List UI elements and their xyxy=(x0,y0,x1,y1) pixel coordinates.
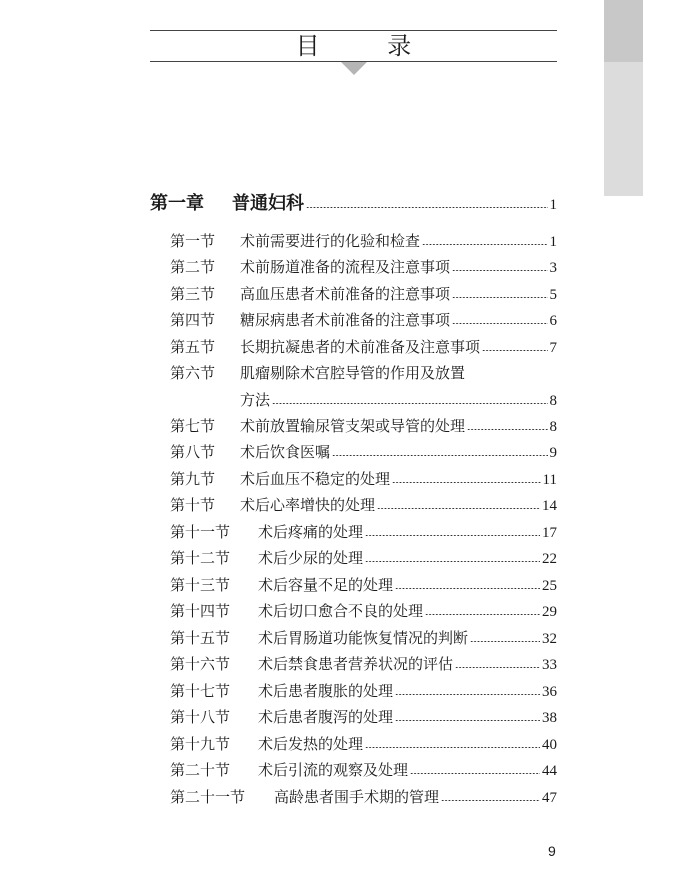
toc-section-entry[interactable] xyxy=(170,760,557,781)
chapter-page: 1 xyxy=(549,197,557,213)
section-title: 术后发热的处理 xyxy=(258,735,364,753)
toc-section-entry[interactable] xyxy=(170,548,557,569)
title-notch-triangle xyxy=(341,62,367,75)
toc-section-entry[interactable] xyxy=(170,495,557,516)
toc-chapter-entry[interactable] xyxy=(150,194,557,215)
chapter-title: 普通妇科 xyxy=(232,193,304,214)
section-title: 术后心率增快的处理 xyxy=(240,496,376,514)
leader-dots xyxy=(422,244,547,245)
section-title: 糖尿病患者术前准备的注意事项 xyxy=(240,311,451,329)
section-number: 第八节 xyxy=(170,443,216,461)
section-title: 长期抗凝患者的术前准备及注意事项 xyxy=(240,338,481,356)
leader-dots xyxy=(365,561,540,562)
toc-section-entry[interactable] xyxy=(170,522,557,543)
leader-dots xyxy=(482,350,547,351)
leader-dots xyxy=(441,800,540,801)
toc-section-entry[interactable] xyxy=(170,575,557,596)
section-title: 术后少尿的处理 xyxy=(258,549,364,567)
section-number: 第一节 xyxy=(170,232,216,250)
toc-section-entry-continuation[interactable] xyxy=(240,390,557,411)
section-page: 8 xyxy=(549,419,557,435)
section-title: 术后胃肠道功能恢复情况的判断 xyxy=(258,629,469,647)
section-page: 1 xyxy=(549,234,557,250)
section-page: 36 xyxy=(542,684,557,700)
toc-section-entry[interactable] xyxy=(170,707,557,728)
section-title: 术后容量不足的处理 xyxy=(258,576,394,594)
section-number: 第二十一节 xyxy=(170,788,246,806)
section-number: 第二节 xyxy=(170,258,216,276)
section-title: 术后引流的观察及处理 xyxy=(258,761,409,779)
section-page: 17 xyxy=(542,525,557,541)
section-title: 术后禁食患者营养状况的评估 xyxy=(258,655,454,673)
section-page: 6 xyxy=(549,313,557,329)
section-number: 第十五节 xyxy=(170,629,231,647)
leader-dots xyxy=(392,482,541,483)
section-title: 术前需要进行的化验和检查 xyxy=(240,232,421,250)
leader-dots xyxy=(332,455,547,456)
section-page: 47 xyxy=(542,790,557,806)
section-page: 3 xyxy=(549,260,557,276)
section-number: 第九节 xyxy=(170,470,216,488)
side-tab-marker xyxy=(604,0,643,196)
section-title: 术后血压不稳定的处理 xyxy=(240,470,391,488)
toc-section-entry[interactable] xyxy=(170,416,557,437)
section-number: 第六节 xyxy=(170,364,216,382)
section-number: 第十二节 xyxy=(170,549,231,567)
section-page: 25 xyxy=(542,578,557,594)
section-number: 第十七节 xyxy=(170,682,231,700)
toc-section-entry[interactable] xyxy=(170,654,557,675)
toc-section-entry[interactable] xyxy=(170,787,557,808)
page-title: 目 录 xyxy=(295,32,442,60)
leader-dots xyxy=(410,773,540,774)
toc-section-entry[interactable] xyxy=(170,284,557,305)
section-number: 第十九节 xyxy=(170,735,231,753)
section-page: 14 xyxy=(542,498,557,514)
section-page: 11 xyxy=(542,472,557,488)
section-title: 术前放置输尿管支架或导管的处理 xyxy=(240,417,466,435)
section-page: 7 xyxy=(549,340,557,356)
section-number: 第十六节 xyxy=(170,655,231,673)
section-title: 术前肠道准备的流程及注意事项 xyxy=(240,258,451,276)
section-page: 44 xyxy=(542,763,557,779)
leader-dots xyxy=(467,429,547,430)
toc-section-entry[interactable] xyxy=(170,337,557,358)
section-page: 40 xyxy=(542,737,557,753)
leader-dots xyxy=(365,535,540,536)
section-page: 8 xyxy=(549,393,557,409)
toc-section-entry[interactable] xyxy=(170,628,557,649)
section-number: 第三节 xyxy=(170,285,216,303)
leader-dots xyxy=(365,747,540,748)
section-number: 第十四节 xyxy=(170,602,231,620)
section-page: 22 xyxy=(542,551,557,567)
leader-dots xyxy=(306,207,548,208)
leader-dots xyxy=(395,694,540,695)
section-number: 第十八节 xyxy=(170,708,231,726)
section-number: 第四节 xyxy=(170,311,216,329)
section-title-line1: 肌瘤剔除术宫腔导管的作用及放置 xyxy=(240,364,466,382)
toc-section-entry[interactable] xyxy=(170,442,557,463)
toc-section-entry[interactable] xyxy=(170,310,557,331)
toc-section-entry[interactable] xyxy=(170,469,557,490)
section-page: 32 xyxy=(542,631,557,647)
toc-section-entry[interactable] xyxy=(170,231,557,252)
leader-dots xyxy=(272,403,547,404)
section-page: 29 xyxy=(542,604,557,620)
section-page: 33 xyxy=(542,657,557,673)
toc-section-entry[interactable] xyxy=(170,734,557,755)
section-title: 术后疼痛的处理 xyxy=(258,523,364,541)
section-number: 第五节 xyxy=(170,338,216,356)
leader-dots xyxy=(395,588,540,589)
leader-dots xyxy=(452,297,547,298)
section-page: 9 xyxy=(549,445,557,461)
page-number: 9 xyxy=(548,843,556,859)
leader-dots xyxy=(425,614,540,615)
side-tab-shade xyxy=(604,0,643,62)
section-title: 高龄患者围手术期的管理 xyxy=(274,788,440,806)
leader-dots xyxy=(395,720,540,721)
section-title: 术后患者腹泻的处理 xyxy=(258,708,394,726)
toc-section-entry[interactable] xyxy=(170,601,557,622)
leader-dots xyxy=(377,508,540,509)
section-number: 第十节 xyxy=(170,496,216,514)
leader-dots xyxy=(452,323,547,324)
toc-section-entry-first-line[interactable] xyxy=(170,363,557,383)
chapter-number: 第一章 xyxy=(150,193,204,214)
leader-dots xyxy=(470,641,540,642)
leader-dots xyxy=(452,270,547,271)
section-title-line2: 方法 xyxy=(240,391,271,409)
section-title: 高血压患者术前准备的注意事项 xyxy=(240,285,451,303)
toc-section-entry[interactable] xyxy=(170,681,557,702)
section-number: 第七节 xyxy=(170,417,216,435)
leader-dots xyxy=(455,667,540,668)
section-title: 术后饮食医嘱 xyxy=(240,443,331,461)
toc-section-entry[interactable] xyxy=(170,257,557,278)
section-page: 38 xyxy=(542,710,557,726)
section-number: 第二十节 xyxy=(170,761,231,779)
section-number: 第十一节 xyxy=(170,523,231,541)
section-title: 术后切口愈合不良的处理 xyxy=(258,602,424,620)
section-number: 第十三节 xyxy=(170,576,231,594)
section-page: 5 xyxy=(549,287,557,303)
section-title: 术后患者腹胀的处理 xyxy=(258,682,394,700)
